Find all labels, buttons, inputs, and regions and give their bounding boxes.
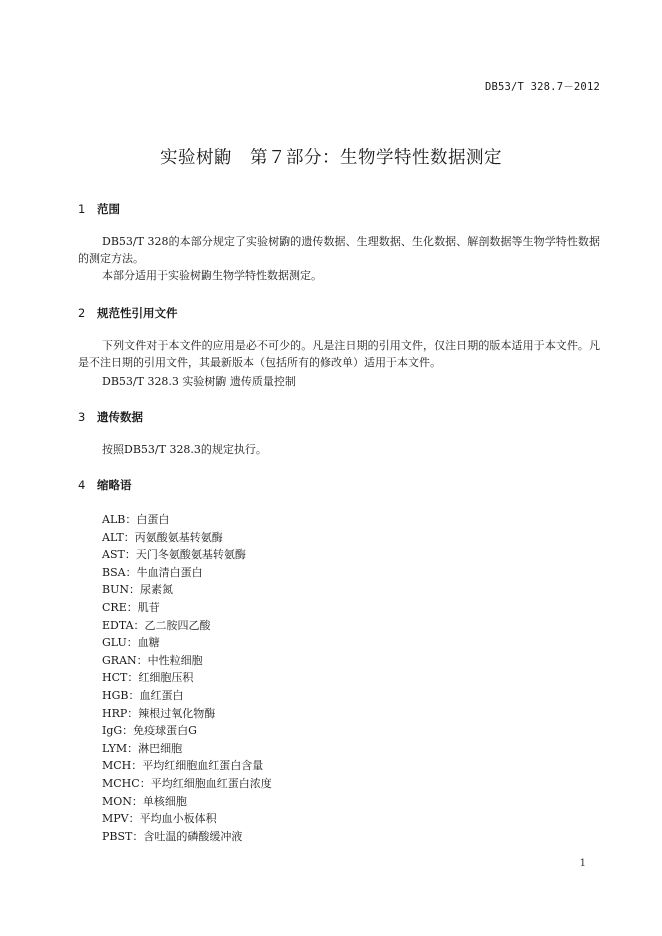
section-heading-references bbox=[78, 305, 178, 321]
abbreviation-list bbox=[102, 511, 272, 845]
section-title: 规范性引用文件 bbox=[97, 306, 178, 320]
section-number: 1 bbox=[78, 202, 86, 216]
section-heading-abbreviations bbox=[78, 477, 132, 493]
scope-paragraph-1: DB53/T 328的本部分规定了实验树鼩的遗传数据、生理数据、生化数据、解剖数据等生物学特性数据的测定方法。 bbox=[78, 235, 600, 265]
document-title: 实验树鼩 第７部分：生物学特性数据测定 bbox=[160, 148, 502, 168]
section-title: 缩略语 bbox=[97, 478, 132, 492]
references-paragraph-1: 下列文件对于本文件的应用是必不可少的。凡是注日期的引用文件，仅注日期的版本适用于本文件。凡是不注日期的引用文件，其最新版本（包括所有的修改单）适用于本文件。 bbox=[78, 339, 600, 369]
abbreviation-item: ALB：白蛋白 bbox=[102, 513, 170, 526]
abbreviation-item: GLU：血糖 bbox=[102, 636, 160, 650]
section-title: 遗传数据 bbox=[97, 410, 143, 424]
abbreviation-item: EDTA：乙二胺四乙酸 bbox=[102, 618, 211, 632]
section-number: 2 bbox=[78, 306, 86, 320]
reference-item: DB53/T 328.3 实验树鼩 遗传质量控制 bbox=[102, 375, 296, 388]
abbreviation-item: ALT：丙氨酸氨基转氨酶 bbox=[102, 530, 223, 544]
abbreviation-item: IgG：免疫球蛋白G bbox=[102, 724, 197, 738]
section-heading-scope bbox=[78, 201, 120, 217]
scope-paragraph-2: 本部分适用于实验树鼩生物学特性数据测定。 bbox=[102, 269, 322, 282]
abbreviation-item: HCT：红细胞压积 bbox=[102, 671, 194, 685]
abbreviation-item: GRAN：中性粒细胞 bbox=[102, 653, 203, 667]
abbreviation-item: BUN：尿素氮 bbox=[102, 583, 173, 597]
document-code: DB53/T 328.7－2012 bbox=[484, 81, 600, 93]
section-title: 范围 bbox=[97, 202, 120, 216]
abbreviation-item: HRP：辣根过氧化物酶 bbox=[102, 706, 216, 720]
page-number: 1 bbox=[579, 858, 586, 869]
abbreviation-item: MON：单核细胞 bbox=[102, 794, 187, 808]
section-number: 3 bbox=[78, 410, 86, 424]
abbreviation-item: MCHC：平均红细胞血红蛋白浓度 bbox=[102, 776, 272, 790]
abbreviation-item: CRE：肌苷 bbox=[102, 600, 160, 614]
abbreviation-item: LYM：淋巴细胞 bbox=[102, 741, 183, 755]
section-number: 4 bbox=[78, 478, 86, 492]
abbreviation-item: AST：天门冬氨酸氨基转氨酶 bbox=[102, 548, 246, 562]
section-heading-genetic-data bbox=[78, 409, 143, 425]
abbreviation-item: BSA：牛血清白蛋白 bbox=[102, 565, 203, 579]
abbreviation-item: MCH：平均红细胞血红蛋白含量 bbox=[102, 759, 264, 773]
genetic-paragraph: 按照DB53/T 328.3的规定执行。 bbox=[102, 443, 267, 456]
abbreviation-item: PBST：含吐温的磷酸缓冲液 bbox=[102, 829, 243, 843]
abbreviation-item: MPV：平均血小板体积 bbox=[102, 812, 217, 826]
abbreviation-item: HGB：血红蛋白 bbox=[102, 688, 184, 702]
